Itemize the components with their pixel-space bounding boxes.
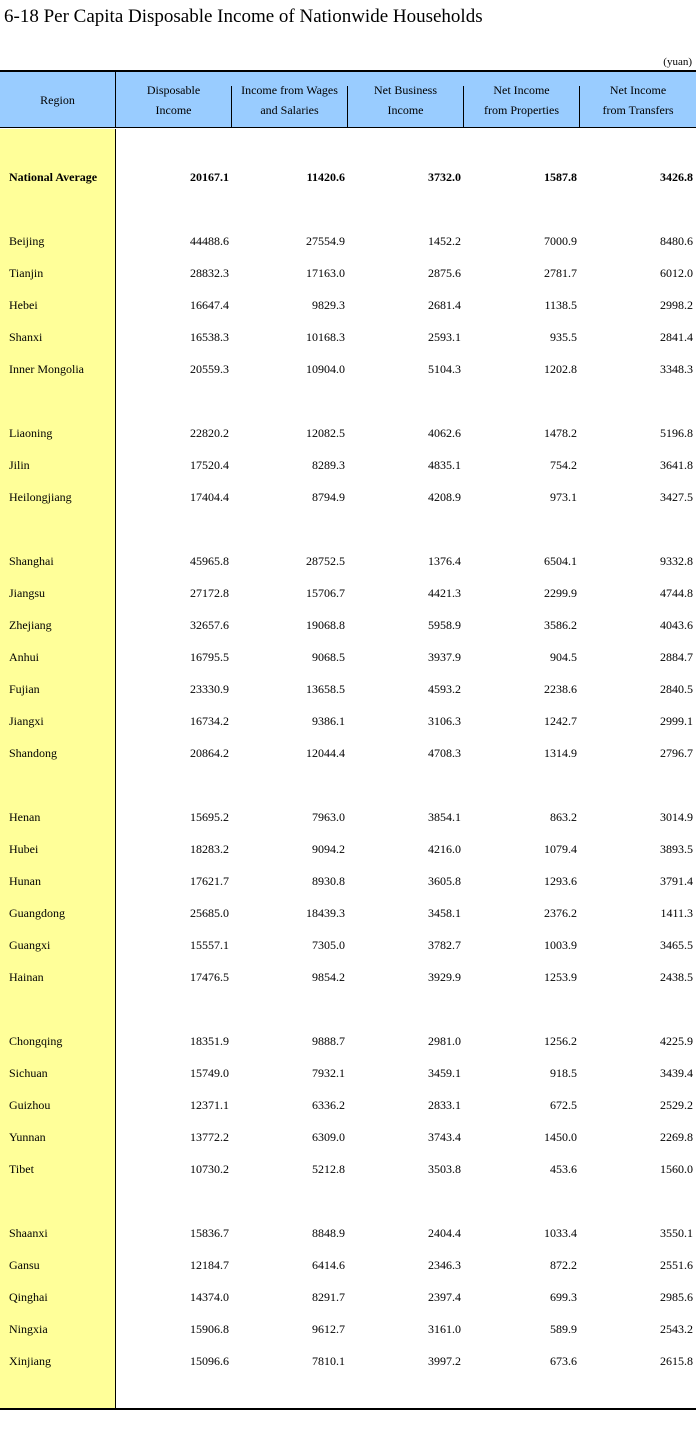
net-business-value: 4062.6 bbox=[428, 426, 461, 440]
disposable-income-value: 17621.7 bbox=[190, 874, 229, 888]
disposable-income-value: 12184.7 bbox=[190, 1258, 229, 1272]
header-transfers-line2: from Transfers bbox=[602, 103, 674, 117]
region-name: Yunnan bbox=[9, 1130, 46, 1144]
table-row bbox=[0, 1350, 696, 1372]
net-properties-value: 1202.8 bbox=[544, 362, 577, 376]
net-transfers-value: 3550.1 bbox=[660, 1226, 693, 1240]
disposable-income-value: 15836.7 bbox=[190, 1226, 229, 1240]
table-row bbox=[0, 422, 696, 444]
wages-salaries-value: 9888.7 bbox=[312, 1034, 345, 1048]
net-business-value: 3937.9 bbox=[428, 650, 461, 664]
net-properties-value: 754.2 bbox=[550, 458, 577, 472]
region-name: Fujian bbox=[9, 682, 40, 696]
header-net-properties bbox=[464, 72, 579, 128]
table-row bbox=[0, 1158, 696, 1180]
net-business-value: 3605.8 bbox=[428, 874, 461, 888]
region-name: Hunan bbox=[9, 874, 41, 888]
net-transfers-value: 2840.5 bbox=[660, 682, 693, 696]
net-properties-value: 7000.9 bbox=[544, 234, 577, 248]
net-business-value: 2404.4 bbox=[428, 1226, 461, 1240]
net-business-value: 2833.1 bbox=[428, 1098, 461, 1112]
net-properties-value: 672.5 bbox=[550, 1098, 577, 1112]
wages-salaries-value: 7810.1 bbox=[312, 1354, 345, 1368]
net-business-value: 3503.8 bbox=[428, 1162, 461, 1176]
net-business-value: 3458.1 bbox=[428, 906, 461, 920]
wages-salaries-value: 10904.0 bbox=[306, 362, 345, 376]
net-transfers-value: 1560.0 bbox=[660, 1162, 693, 1176]
net-properties-value: 1587.8 bbox=[544, 170, 577, 184]
net-transfers-value: 3427.5 bbox=[660, 490, 693, 504]
disposable-income-value: 18283.2 bbox=[190, 842, 229, 856]
net-business-value: 3997.2 bbox=[428, 1354, 461, 1368]
table-row bbox=[0, 1094, 696, 1116]
region-name: Guangdong bbox=[9, 906, 65, 920]
net-transfers-value: 3426.8 bbox=[660, 170, 693, 184]
table-row bbox=[0, 1318, 696, 1340]
net-properties-value: 699.3 bbox=[550, 1290, 577, 1304]
region-name: Qinghai bbox=[9, 1290, 48, 1304]
header-wages-salaries bbox=[232, 72, 347, 128]
wages-salaries-value: 17163.0 bbox=[306, 266, 345, 280]
table-row bbox=[0, 454, 696, 476]
disposable-income-value: 45965.8 bbox=[190, 554, 229, 568]
wages-salaries-value: 6414.6 bbox=[312, 1258, 345, 1272]
region-name: Tibet bbox=[9, 1162, 34, 1176]
net-transfers-value: 2796.7 bbox=[660, 746, 693, 760]
net-transfers-value: 4225.9 bbox=[660, 1034, 693, 1048]
table-row bbox=[0, 1286, 696, 1308]
net-transfers-value: 2999.1 bbox=[660, 714, 693, 728]
disposable-income-value: 44488.6 bbox=[190, 234, 229, 248]
net-properties-value: 2238.6 bbox=[544, 682, 577, 696]
disposable-income-value: 22820.2 bbox=[190, 426, 229, 440]
table-row bbox=[0, 678, 696, 700]
net-transfers-value: 8480.6 bbox=[660, 234, 693, 248]
table-row bbox=[0, 486, 696, 508]
region-name: Chongqing bbox=[9, 1034, 63, 1048]
table-row bbox=[0, 358, 696, 380]
net-properties-value: 904.5 bbox=[550, 650, 577, 664]
net-transfers-value: 2543.2 bbox=[660, 1322, 693, 1336]
net-properties-value: 3586.2 bbox=[544, 618, 577, 632]
disposable-income-value: 17404.4 bbox=[190, 490, 229, 504]
wages-salaries-value: 12044.4 bbox=[306, 746, 345, 760]
region-name: Ningxia bbox=[9, 1322, 48, 1336]
disposable-income-value: 13772.2 bbox=[190, 1130, 229, 1144]
net-business-value: 2346.3 bbox=[428, 1258, 461, 1272]
net-business-value: 4593.2 bbox=[428, 682, 461, 696]
disposable-income-value: 20167.1 bbox=[190, 170, 229, 184]
net-transfers-value: 1411.3 bbox=[660, 906, 693, 920]
net-properties-value: 589.9 bbox=[550, 1322, 577, 1336]
header-wages-line2: and Salaries bbox=[260, 103, 319, 117]
net-business-value: 5958.9 bbox=[428, 618, 461, 632]
table-bottom-rule bbox=[0, 1408, 696, 1410]
net-properties-value: 872.2 bbox=[550, 1258, 577, 1272]
net-business-value: 5104.3 bbox=[428, 362, 461, 376]
region-name: Hebei bbox=[9, 298, 38, 312]
net-transfers-value: 3014.9 bbox=[660, 810, 693, 824]
net-business-value: 2593.1 bbox=[428, 330, 461, 344]
net-properties-value: 1253.9 bbox=[544, 970, 577, 984]
table-row bbox=[0, 262, 696, 284]
region-name: Xinjiang bbox=[9, 1354, 51, 1368]
table-row bbox=[0, 710, 696, 732]
header-disposable-income bbox=[116, 72, 231, 128]
table-row bbox=[0, 934, 696, 956]
wages-salaries-value: 15706.7 bbox=[306, 586, 345, 600]
net-business-value: 3929.9 bbox=[428, 970, 461, 984]
net-business-value: 2681.4 bbox=[428, 298, 461, 312]
net-transfers-value: 5196.8 bbox=[660, 426, 693, 440]
region-name: Tianjin bbox=[9, 266, 44, 280]
table-title: 6-18 Per Capita Disposable Income of Nationwide Households bbox=[4, 6, 483, 27]
net-properties-value: 1003.9 bbox=[544, 938, 577, 952]
net-properties-value: 1450.0 bbox=[544, 1130, 577, 1144]
region-name: Shandong bbox=[9, 746, 57, 760]
net-transfers-value: 9332.8 bbox=[660, 554, 693, 568]
wages-salaries-value: 5212.8 bbox=[312, 1162, 345, 1176]
header-disposable-line1: Disposable bbox=[146, 83, 201, 97]
header-divider bbox=[463, 86, 464, 128]
header-region-label: Region bbox=[40, 93, 75, 107]
net-business-value: 3743.4 bbox=[428, 1130, 461, 1144]
table-row bbox=[0, 646, 696, 668]
disposable-income-value: 20559.3 bbox=[190, 362, 229, 376]
region-name: National Average bbox=[9, 170, 98, 184]
net-properties-value: 1033.4 bbox=[544, 1226, 577, 1240]
wages-salaries-value: 9386.1 bbox=[312, 714, 345, 728]
net-business-value: 3782.7 bbox=[428, 938, 461, 952]
net-transfers-value: 3439.4 bbox=[660, 1066, 693, 1080]
header-business-line1: Net Business bbox=[374, 83, 437, 97]
disposable-income-value: 16795.5 bbox=[190, 650, 229, 664]
net-transfers-value: 3465.5 bbox=[660, 938, 693, 952]
net-business-value: 4208.9 bbox=[428, 490, 461, 504]
table-row bbox=[0, 902, 696, 924]
header-wages-line1: Income from Wages bbox=[241, 83, 338, 97]
net-business-value: 4421.3 bbox=[428, 586, 461, 600]
net-transfers-value: 2438.5 bbox=[660, 970, 693, 984]
header-divider bbox=[347, 86, 348, 128]
disposable-income-value: 17520.4 bbox=[190, 458, 229, 472]
wages-salaries-value: 8794.9 bbox=[312, 490, 345, 504]
net-properties-value: 1293.6 bbox=[544, 874, 577, 888]
net-transfers-value: 2269.8 bbox=[660, 1130, 693, 1144]
disposable-income-value: 15749.0 bbox=[190, 1066, 229, 1080]
wages-salaries-value: 9829.3 bbox=[312, 298, 345, 312]
header-disposable-line2: Income bbox=[155, 103, 192, 117]
region-name: Sichuan bbox=[9, 1066, 48, 1080]
header-business-line2: Income bbox=[387, 103, 424, 117]
region-name: Jilin bbox=[9, 458, 30, 472]
region-name: Heilongjiang bbox=[9, 490, 72, 504]
disposable-income-value: 16734.2 bbox=[190, 714, 229, 728]
region-name: Shaanxi bbox=[9, 1226, 48, 1240]
net-properties-value: 673.6 bbox=[550, 1354, 577, 1368]
net-transfers-value: 2841.4 bbox=[660, 330, 693, 344]
net-properties-value: 1242.7 bbox=[544, 714, 577, 728]
region-name: Inner Mongolia bbox=[9, 362, 84, 376]
table-row bbox=[0, 326, 696, 348]
region-name: Gansu bbox=[9, 1258, 40, 1272]
net-transfers-value: 2884.7 bbox=[660, 650, 693, 664]
region-name: Beijing bbox=[9, 234, 45, 248]
region-name: Hainan bbox=[9, 970, 44, 984]
net-transfers-value: 6012.0 bbox=[660, 266, 693, 280]
disposable-income-value: 12371.1 bbox=[190, 1098, 229, 1112]
wages-salaries-value: 9068.5 bbox=[312, 650, 345, 664]
region-column-divider bbox=[115, 129, 116, 1408]
region-name: Shanghai bbox=[9, 554, 54, 568]
wages-salaries-value: 8930.8 bbox=[312, 874, 345, 888]
net-properties-value: 1138.5 bbox=[544, 298, 577, 312]
net-business-value: 1376.4 bbox=[428, 554, 461, 568]
region-name: Anhui bbox=[9, 650, 39, 664]
wages-salaries-value: 11420.6 bbox=[306, 170, 345, 184]
net-properties-value: 1478.2 bbox=[544, 426, 577, 440]
wages-salaries-value: 6309.0 bbox=[312, 1130, 345, 1144]
table-row bbox=[0, 550, 696, 572]
net-business-value: 2981.0 bbox=[428, 1034, 461, 1048]
region-name: Hubei bbox=[9, 842, 39, 856]
header-bottom-rule bbox=[0, 127, 696, 128]
net-transfers-value: 3641.8 bbox=[660, 458, 693, 472]
header-properties-line1: Net Income bbox=[493, 83, 550, 97]
wages-salaries-value: 13658.5 bbox=[306, 682, 345, 696]
table-row bbox=[0, 230, 696, 252]
wages-salaries-value: 27554.9 bbox=[306, 234, 345, 248]
net-business-value: 3161.0 bbox=[428, 1322, 461, 1336]
disposable-income-value: 28832.3 bbox=[190, 266, 229, 280]
disposable-income-value: 17476.5 bbox=[190, 970, 229, 984]
wages-salaries-value: 9612.7 bbox=[312, 1322, 345, 1336]
net-business-value: 3732.0 bbox=[428, 170, 461, 184]
net-properties-value: 1079.4 bbox=[544, 842, 577, 856]
disposable-income-value: 15557.1 bbox=[190, 938, 229, 952]
disposable-income-value: 15695.2 bbox=[190, 810, 229, 824]
header-transfers-line1: Net Income bbox=[609, 83, 667, 97]
table-row bbox=[0, 1030, 696, 1052]
disposable-income-value: 20864.2 bbox=[190, 746, 229, 760]
disposable-income-value: 27172.8 bbox=[190, 586, 229, 600]
table-row bbox=[0, 870, 696, 892]
header-properties-line2: from Properties bbox=[484, 103, 559, 117]
net-transfers-value: 2998.2 bbox=[660, 298, 693, 312]
disposable-income-value: 23330.9 bbox=[190, 682, 229, 696]
table-row bbox=[0, 838, 696, 860]
unit-label: (yuan) bbox=[663, 56, 692, 68]
disposable-income-value: 25685.0 bbox=[190, 906, 229, 920]
disposable-income-value: 32657.6 bbox=[190, 618, 229, 632]
net-properties-value: 2376.2 bbox=[544, 906, 577, 920]
table-row bbox=[0, 966, 696, 988]
wages-salaries-value: 19068.8 bbox=[306, 618, 345, 632]
header-net-transfers bbox=[580, 72, 696, 128]
region-name: Henan bbox=[9, 810, 41, 824]
net-properties-value: 453.6 bbox=[550, 1162, 577, 1176]
net-properties-value: 935.5 bbox=[550, 330, 577, 344]
region-name: Zhejiang bbox=[9, 618, 52, 632]
table-row bbox=[0, 582, 696, 604]
wages-salaries-value: 18439.3 bbox=[306, 906, 345, 920]
wages-salaries-value: 9094.2 bbox=[312, 842, 345, 856]
header-divider bbox=[579, 86, 580, 128]
net-transfers-value: 3348.3 bbox=[660, 362, 693, 376]
net-business-value: 2397.4 bbox=[428, 1290, 461, 1304]
wages-salaries-value: 6336.2 bbox=[312, 1098, 345, 1112]
net-transfers-value: 4744.8 bbox=[660, 586, 693, 600]
net-business-value: 3854.1 bbox=[428, 810, 461, 824]
table-row bbox=[0, 1222, 696, 1244]
region-name: Shanxi bbox=[9, 330, 43, 344]
net-properties-value: 1314.9 bbox=[544, 746, 577, 760]
net-business-value: 4835.1 bbox=[428, 458, 461, 472]
disposable-income-value: 14374.0 bbox=[190, 1290, 229, 1304]
net-transfers-value: 4043.6 bbox=[660, 618, 693, 632]
table-row bbox=[0, 1062, 696, 1084]
wages-salaries-value: 28752.5 bbox=[306, 554, 345, 568]
table-row bbox=[0, 742, 696, 764]
net-properties-value: 918.5 bbox=[550, 1066, 577, 1080]
disposable-income-value: 16647.4 bbox=[190, 298, 229, 312]
net-transfers-value: 2615.8 bbox=[660, 1354, 693, 1368]
header-divider bbox=[231, 86, 232, 128]
net-business-value: 3106.3 bbox=[428, 714, 461, 728]
wages-salaries-value: 10168.3 bbox=[306, 330, 345, 344]
wages-salaries-value: 12082.5 bbox=[306, 426, 345, 440]
disposable-income-value: 15096.6 bbox=[190, 1354, 229, 1368]
table-row bbox=[0, 1126, 696, 1148]
header-divider bbox=[115, 72, 116, 128]
net-business-value: 2875.6 bbox=[428, 266, 461, 280]
header-net-business bbox=[348, 72, 463, 128]
net-business-value: 4708.3 bbox=[428, 746, 461, 760]
net-transfers-value: 2551.6 bbox=[660, 1258, 693, 1272]
disposable-income-value: 10730.2 bbox=[190, 1162, 229, 1176]
header-region bbox=[0, 72, 115, 128]
disposable-income-value: 15906.8 bbox=[190, 1322, 229, 1336]
net-transfers-value: 3893.5 bbox=[660, 842, 693, 856]
net-properties-value: 863.2 bbox=[550, 810, 577, 824]
wages-salaries-value: 7305.0 bbox=[312, 938, 345, 952]
net-properties-value: 973.1 bbox=[550, 490, 577, 504]
net-business-value: 4216.0 bbox=[428, 842, 461, 856]
region-name: Guangxi bbox=[9, 938, 51, 952]
income-table bbox=[0, 70, 696, 1410]
national-average-row bbox=[0, 166, 696, 188]
disposable-income-value: 16538.3 bbox=[190, 330, 229, 344]
region-name: Jiangsu bbox=[9, 586, 45, 600]
wages-salaries-value: 9854.2 bbox=[312, 970, 345, 984]
region-name: Jiangxi bbox=[9, 714, 44, 728]
net-transfers-value: 3791.4 bbox=[660, 874, 693, 888]
region-column-background bbox=[0, 129, 115, 1408]
region-name: Liaoning bbox=[9, 426, 53, 440]
net-properties-value: 2781.7 bbox=[544, 266, 577, 280]
net-business-value: 3459.1 bbox=[428, 1066, 461, 1080]
wages-salaries-value: 7932.1 bbox=[312, 1066, 345, 1080]
net-transfers-value: 2985.6 bbox=[660, 1290, 693, 1304]
net-properties-value: 1256.2 bbox=[544, 1034, 577, 1048]
wages-salaries-value: 8289.3 bbox=[312, 458, 345, 472]
disposable-income-value: 18351.9 bbox=[190, 1034, 229, 1048]
net-properties-value: 2299.9 bbox=[544, 586, 577, 600]
table-row bbox=[0, 294, 696, 316]
net-transfers-value: 2529.2 bbox=[660, 1098, 693, 1112]
wages-salaries-value: 7963.0 bbox=[312, 810, 345, 824]
net-business-value: 1452.2 bbox=[428, 234, 461, 248]
table-row bbox=[0, 1254, 696, 1276]
region-name: Guizhou bbox=[9, 1098, 51, 1112]
net-properties-value: 6504.1 bbox=[544, 554, 577, 568]
wages-salaries-value: 8291.7 bbox=[312, 1290, 345, 1304]
table-row bbox=[0, 614, 696, 636]
wages-salaries-value: 8848.9 bbox=[312, 1226, 345, 1240]
table-row bbox=[0, 806, 696, 828]
